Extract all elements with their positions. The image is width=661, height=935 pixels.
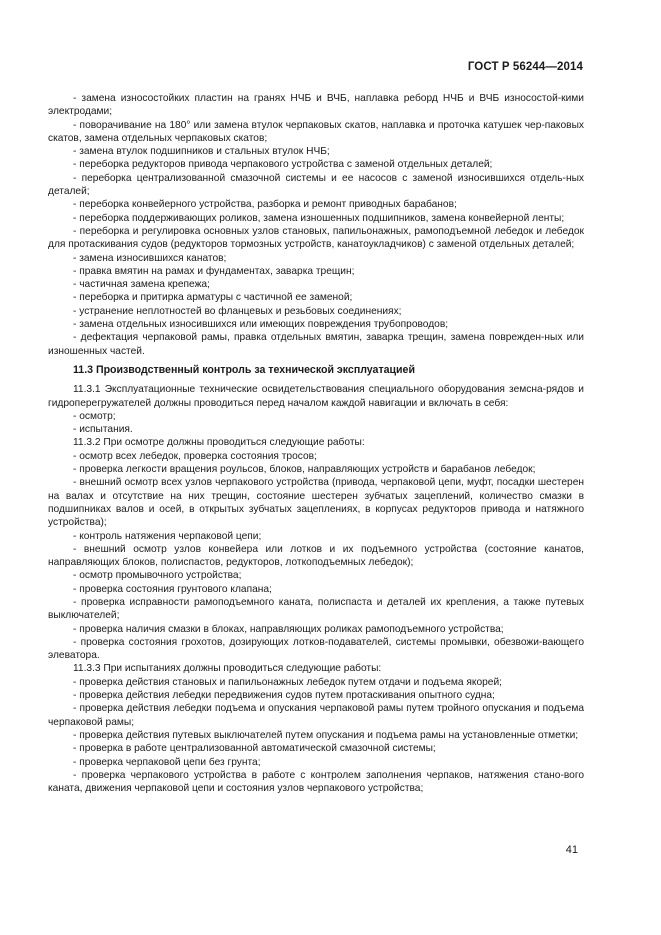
list-item: - замена втулок подшипников и стальных втулок НЧБ; (73, 146, 330, 158)
list-item: - проверка легкости вращения роульсов, блоков, направляющих устройств и барабанов лебедок; (73, 464, 536, 476)
list-item: - контроль натяжения черпаковой цепи; (73, 530, 262, 542)
list-item: - проверка действия лебедки передвижения судов путем протаскивания опытного судна; (73, 690, 495, 702)
list-item: - проверка состояния грохотов, дозирующих лотков-подавателей, системы промывки, обезвожи-вающего элеватора. (48, 636, 584, 662)
repair-works-list (48, 92, 584, 358)
list-item: - проверка в работе централизованной автоматической смазочной системы; (73, 743, 436, 755)
list-item: - проверка черпаковой цепи без грунта; (73, 756, 261, 768)
paragraph-11-3-3: 11.3.3 При испытаниях должны проводиться следующие работы: (73, 663, 382, 675)
list-item: - переборка редукторов привода черпакового устройства с заменой отдельных деталей; (73, 159, 493, 171)
list-item: - проверка состояния грунтового клапана; (73, 583, 272, 595)
list-item: - испытания. (73, 424, 133, 436)
paragraph-11-3-1: 11.3.1 Эксплуатационные технические освидетельствования специального оборудования земсна-рядов и гидроперегружателей должны проводиться перед началом каждой навигации и включать в себя: (48, 384, 584, 409)
list-item: - переборка и притирка арматуры с частичной ее заменой; (73, 292, 353, 304)
list-item: - переборка централизованной смазочной системы и ее насосов с заменой износившихся отдель-ных деталей; (48, 172, 584, 198)
section-heading: 11.3 Производственный контроль за технической эксплуатацией (73, 363, 415, 376)
list-item: - поворачивание на 180° или замена втулок черпаковых скатов, наплавка и проточка катушек чер-паковых скатов, замена отдельных черпаковых скатов; (48, 119, 584, 144)
list-item: - дефектация черпаковой рамы, правка отдельных вмятин, заварка трещин, замена поврежден-ных или изношенных частей. (48, 332, 584, 357)
list-item: - проверка действия путевых выключателей путем опускания и подъема рамы на установленные отметки; (73, 729, 579, 741)
list-item: - переборка конвейерного устройства, разборка и ремонт приводных барабанов; (73, 199, 457, 211)
list-item: - частичная замена крепежа; (73, 279, 210, 291)
list-item: - замена износившихся канатов; (73, 252, 227, 264)
list-item: - осмотр; (73, 410, 116, 422)
list-item: - устранение неплотностей во фланцевых и резьбовых соединениях; (73, 305, 402, 317)
list-item: - замена отдельных износившихся или имеющих повреждения трубопроводов; (73, 319, 449, 331)
list-item: - проверка наличия смазки в блоках, направляющих роликах рамоподъемного устройства; (73, 623, 504, 635)
list-item: - проверка действия становых и папильонажных лебедок путем отдачи и подъема якорей; (73, 676, 502, 688)
page-number: 41 (565, 844, 578, 856)
document-body (48, 92, 584, 795)
list-item: - переборка поддерживающих роликов, замена изношенных подшипников, замена конвейерной ленты; (73, 212, 565, 224)
list-item: - осмотр промывочного устройства; (73, 570, 242, 582)
list-item: - внешний осмотр узлов конвейера или лотков и их подъемного устройства (состояние канатов, направляющих блоков, полиспастов, редукторов, лоткоподъемных лебедок); (48, 543, 584, 569)
list-item: - осмотр всех лебедок, проверка состояния тросов; (73, 450, 317, 462)
paragraph-11-3-2: 11.3.2 При осмотре должны проводиться следующие работы: (73, 437, 365, 449)
list-item: - проверка черпакового устройства в работе с контролем заполнения черпаков, натяжения стано-вого каната, движения черпаковой цепи и состояния узлов черпакового устройства; (48, 769, 584, 795)
list-item: - замена износостойких пластин на гранях НЧБ и ВЧБ, наплавка реборд НЧБ и ВЧБ износостой-кими электродами; (48, 93, 584, 118)
list-item: - правка вмятин на рамах и фундаментах, заварка трещин; (73, 265, 355, 277)
list-item: - переборка и регулировка основных узлов становых, папильонажных, рамоподъемной лебедок и лебедок для протаскивания судов (редукторов тормозных устройств, канатоукладчиков) с заменой отдельных деталей; (48, 225, 584, 251)
list-item: - проверка исправности рамоподъемного каната, полиспаста и деталей их крепления, а также путевых выключателей; (48, 596, 584, 622)
list-item: - проверка действия лебедки подъема и опускания черпаковой рамы путем тройного опускания и подъема черпаковой рамы; (48, 703, 584, 728)
list-item: - внешний осмотр всех узлов черпакового устройства (привода, черпаковой цепи, муфт, посадки шестерен на валах и отсутствие на них трещин, состояние шестерен зубчатых зацеплений, количество смазки в подшипниках валов и осей, в открытых зубчатых зацеплениях, в корпусах редукторов привода и натяжного устройства); (48, 477, 584, 529)
standard-code: ГОСТ Р 56244—2014 (467, 61, 583, 73)
